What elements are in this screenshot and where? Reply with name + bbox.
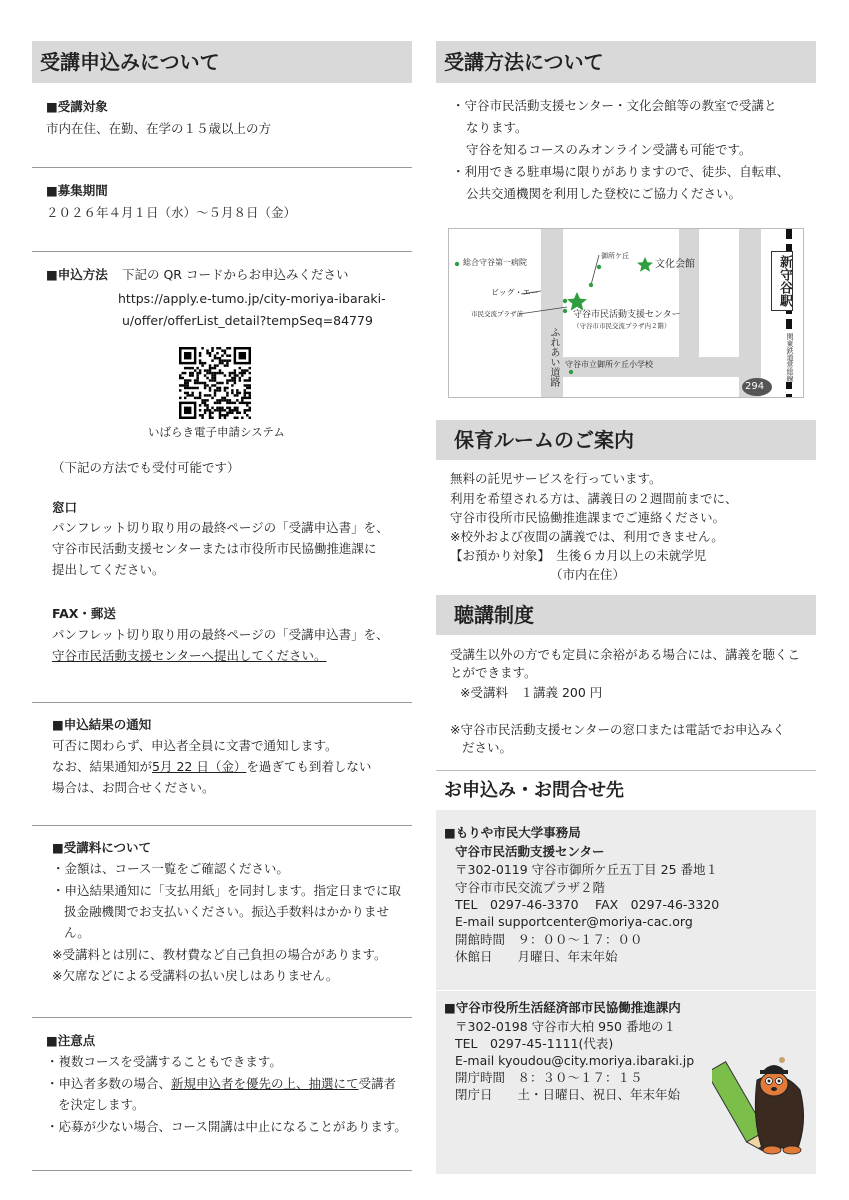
map-park-label: 御所ケ丘 [601, 252, 629, 260]
fee-text-1: ・金額は、コース一覧をご確認ください。 [52, 861, 289, 876]
result-text-2 [52, 756, 371, 777]
mascot-illustration [712, 1040, 812, 1160]
fee-text-6: ※欠席などによる受講料の払い戻しはありません。 [52, 968, 339, 983]
audit-text-4: ※守谷市民活動支援センターの窓口または電話でお申込みく [450, 722, 785, 737]
bus-stop-dot [563, 309, 567, 313]
section-header-method: 受講方法について [436, 41, 816, 83]
notes-text-2c: 受講者 [358, 1076, 397, 1091]
method-text-4: ・利用できる駐車場に限りがありますので、徒歩、自転車、 [452, 164, 790, 179]
childcare-text-1: 無料の託児サービスを行っています。 [450, 471, 662, 486]
map-station-label: 新守谷駅 [771, 251, 793, 311]
map-road-label: ふれあい道路 [548, 327, 559, 387]
childcare-text-2: 利用を希望される方は、講義日の２週間前までに、 [450, 491, 738, 506]
office-tel-fax: TEL 0297-46-3370 FAX 0297-46-3320 [455, 897, 720, 912]
divider [32, 167, 412, 168]
audit-text-2: とができます。 [450, 665, 537, 680]
mascot-graphic [712, 1040, 812, 1160]
notes-text-2a: ・申込者多数の場合、 [46, 1076, 172, 1091]
qr-caption: いばらき電子申請システム [148, 425, 285, 439]
notes-text-3: を決定します。 [58, 1097, 145, 1112]
result-text-2a: なお、結果通知が [52, 759, 153, 774]
notes-text-1: ・複数コースを受講することもできます。 [46, 1054, 282, 1069]
map-center-label: 守谷市民活動支援センター [573, 310, 681, 320]
fee-text-3: 扱金融機関でお支払いください。振込手数料はかかりませ [64, 904, 390, 919]
access-map [448, 228, 804, 398]
map-plaza-label: 市民交流プラザ前 [471, 310, 523, 318]
divider [32, 702, 412, 703]
section-header-application: 受講申込みについて [32, 41, 412, 83]
city-tel: TEL 0297-45-1111(代表) [455, 1036, 614, 1051]
fax-text-1: パンフレット切り取り用の最終ページの「受講申込書」を、 [52, 627, 389, 642]
window-title: 窓口 [52, 500, 78, 515]
notes-priority: 新規申込者を優先の上、抽選にて [171, 1076, 359, 1091]
section-header-contact: お申込み・お問合せ先 [436, 770, 816, 810]
fee-text-5: ※受講料とは別に、教材費など自己負担の場合があります。 [52, 947, 387, 962]
city-office-title: ■守谷市役所生活経済部市民協働推進課内 [444, 1000, 681, 1015]
period-text: ２０２６年４月１日（水）～５月８日（金） [46, 205, 297, 220]
map-big-label: ビッグ・エー [491, 288, 539, 297]
divider [32, 1017, 412, 1018]
childcare-text-6: （市内在住） [550, 567, 626, 582]
method-text-2: なります。 [466, 120, 528, 135]
map-bunka-label: 文化会館 [655, 259, 695, 270]
method-text-5: 公共交通機関を利用した登校にご協力ください。 [466, 186, 742, 201]
window-text-1: パンフレット切り取り用の最終ページの「受講申込書」を、 [52, 520, 389, 535]
childcare-text-3: 守谷市役所市民協働推進課までご連絡ください。 [450, 510, 726, 525]
period-title: ■募集期間 [46, 183, 108, 198]
target-title: ■受講対象 [46, 99, 108, 114]
notes-text-4: ・応募が少ない場合、コース開講は中止になることがあります。 [46, 1119, 407, 1134]
office-name: 守谷市民活動支援センター [455, 844, 605, 859]
window-text-2: 守谷市民活動支援センターまたは市役所市民協働推進課に [52, 541, 377, 556]
method-title: ■申込方法 [46, 267, 108, 282]
city-email[interactable]: E-mail kyoudou@city.moriya.ibaraki.jp [455, 1053, 695, 1068]
office-closed: 休館日 月曜日、年末年始 [455, 949, 618, 964]
city-closed: 閉庁日 土・日曜日、祝日、年末年始 [455, 1087, 681, 1102]
bus-stop-dot [563, 299, 567, 303]
result-title: ■申込結果の通知 [52, 717, 152, 732]
map-hospital-label: 総合守谷第一病院 [463, 258, 527, 267]
method-intro: 下記の QR コードからお申込みください [122, 267, 349, 282]
office-building: 守谷市市民交流プラザ２階 [455, 880, 606, 895]
office-hours: 開館時間 ９：００～１７：００ [455, 932, 643, 947]
map-school-label: 守谷市立御所ケ丘小学校 [565, 360, 653, 369]
section-header-childcare: 保育ルームのご案内 [436, 420, 816, 460]
window-text-3: 提出してください。 [52, 562, 165, 577]
office-address: 〒302-0119 守谷市御所ケ丘五丁目 25 番地１ [455, 862, 719, 877]
divider [32, 251, 412, 252]
office-email[interactable]: E-mail supportcenter@moriya-cac.org [455, 914, 693, 929]
fax-title: FAX・郵送 [52, 606, 116, 621]
fee-text-4: ん。 [64, 925, 90, 940]
map-center-sub-label: （守谷市市民交流プラザ内２階） [573, 322, 671, 330]
map-route-label: 294 [745, 381, 765, 392]
fee-text-2: ・申込結果通知に「支払用紙」を同封します。指定日までに取 [52, 883, 402, 898]
qr-code[interactable] [179, 347, 251, 419]
alt-method-note: （下記の方法でも受付可能です） [52, 460, 240, 475]
city-address: 〒302-0198 守谷市大柏 950 番地の１ [455, 1019, 676, 1034]
method-text-1: ・守谷市民活動支援センター・文化会館等の教室で受講と [452, 98, 777, 113]
audit-text-3: ※受講料 １講義 200 円 [460, 685, 603, 700]
office-title: ■もりや市民大学事務局 [444, 825, 581, 840]
application-url-line2[interactable]: u/offer/offerList_detail?tempSeq=84779 [122, 313, 373, 328]
audit-text-5: ださい。 [462, 740, 513, 755]
application-url-line1[interactable]: https://apply.e-tumo.jp/city-moriya-ibaraki- [118, 291, 386, 306]
section-header-audit: 聴講制度 [436, 595, 816, 635]
bus-stop-dot [589, 283, 593, 287]
map-railway-label: 関東鉄道常総線 [786, 333, 794, 382]
result-date: 5月 22 日（金） [152, 759, 247, 774]
divider [436, 990, 816, 991]
result-text-2c: を過ぎても到着しない [246, 759, 372, 774]
childcare-text-5: 【お預かり対象】 生後６カ月以上の未就学児 [450, 548, 707, 563]
bus-stop-dot [597, 265, 601, 269]
city-hours: 開庁時間 ８：３０～１７：１５ [455, 1070, 643, 1085]
childcare-text-4: ※校外および夜間の講義では、利用できません。 [450, 529, 724, 544]
notes-text-2 [46, 1073, 396, 1094]
divider [32, 1170, 412, 1171]
qr-code-graphic [179, 347, 251, 419]
target-text: 市内在住、在勤、在学の１５歳以上の方 [46, 121, 272, 136]
fee-title: ■受講料について [52, 840, 152, 855]
result-text-1: 可否に関わらず、申込者全員に文書で通知します。 [52, 738, 338, 753]
notes-title: ■注意点 [46, 1033, 96, 1048]
fax-text-2: 守谷市民活動支援センターへ提出してください。 [52, 648, 327, 663]
divider [32, 825, 412, 826]
audit-text-1: 受講生以外の方でも定員に余裕がある場合には、講義を聴くこ [450, 647, 801, 662]
result-text-3: 場合は、お問合せください。 [52, 780, 215, 795]
hospital-dot [455, 262, 459, 266]
method-text-3: 守谷を知るコースのみオンライン受講も可能です。 [466, 142, 752, 157]
